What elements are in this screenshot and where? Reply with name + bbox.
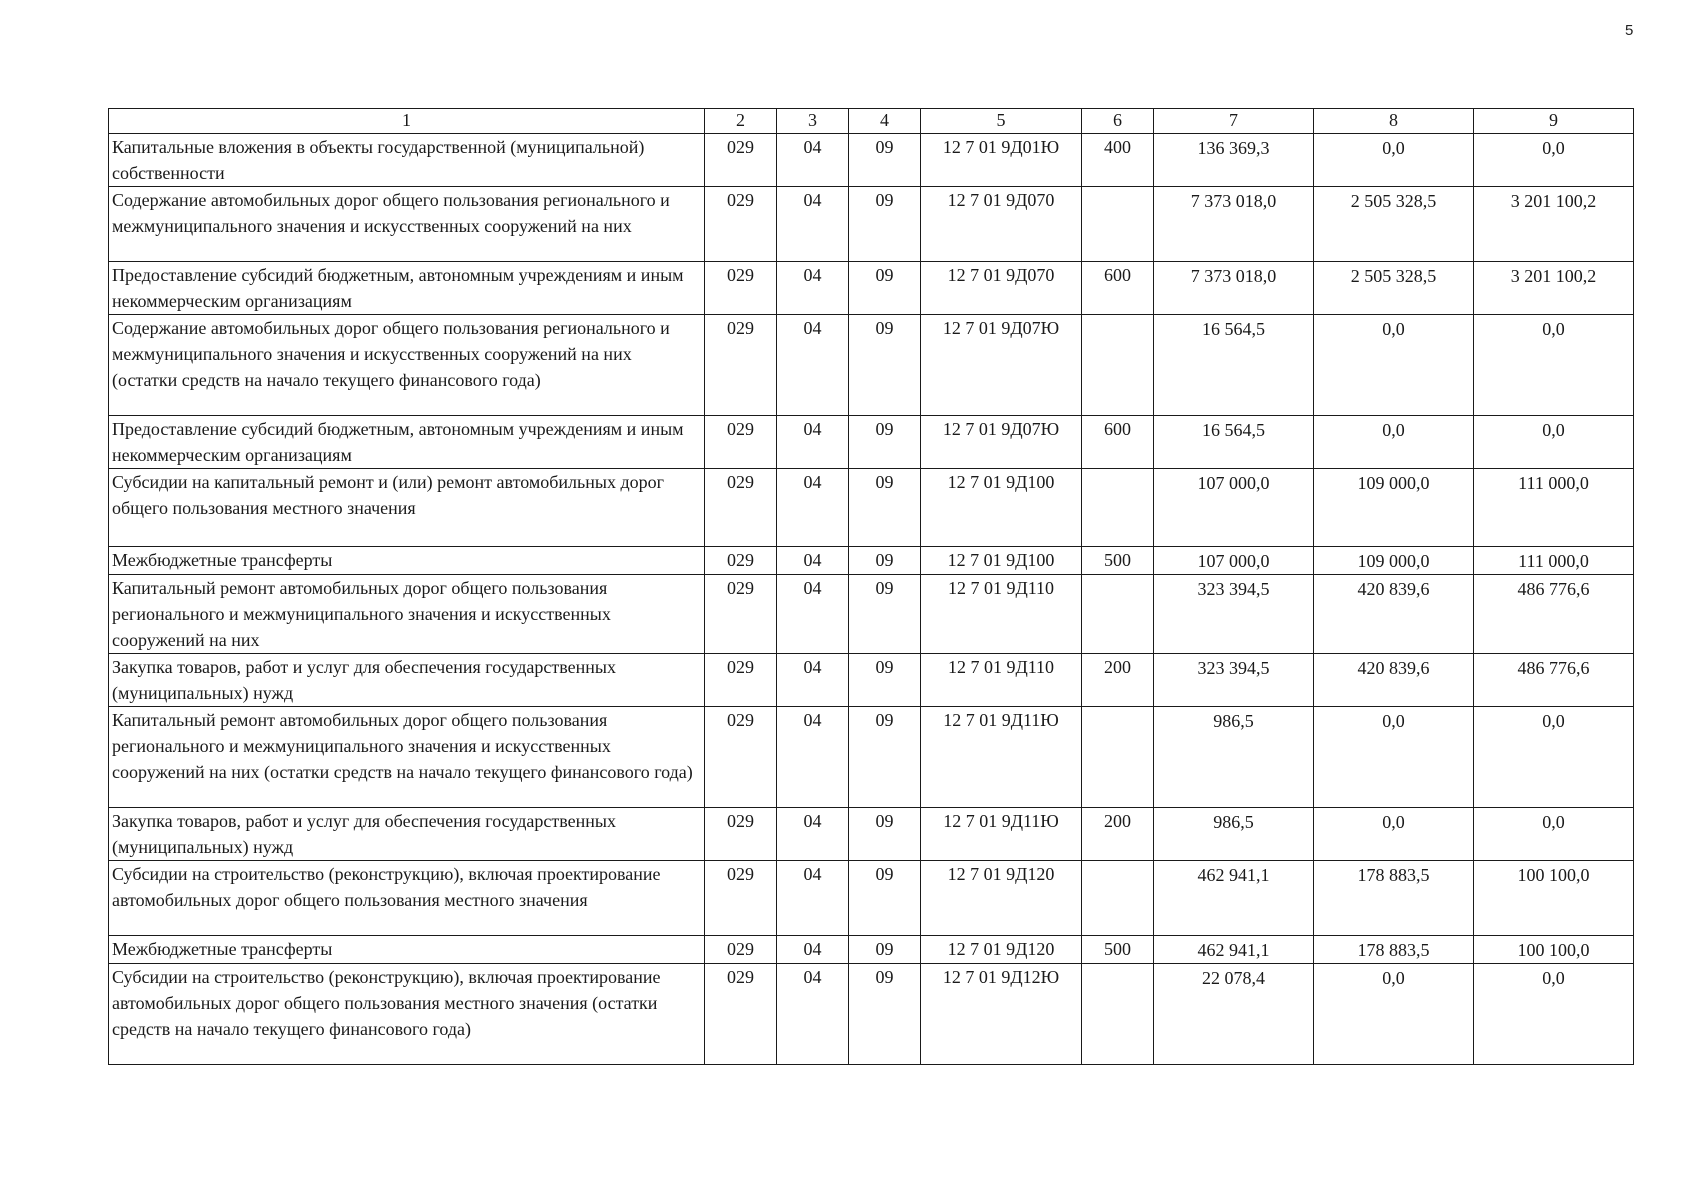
table-row: [109, 547, 1634, 575]
expense-type-cell: [1082, 187, 1154, 262]
row-name-cell: Капитальные вложения в объекты государственной (муниципальной) собственности: [109, 134, 705, 187]
amount-col7-cell: 986,5: [1154, 808, 1314, 861]
row-name-cell: Межбюджетные трансферты: [109, 547, 705, 575]
target-article-cell: 12 7 01 9Д100: [921, 469, 1082, 547]
target-article-cell: 12 7 01 9Д110: [921, 575, 1082, 654]
section-cell: 04: [777, 575, 849, 654]
section-cell: 04: [777, 469, 849, 547]
expense-type-cell: 600: [1082, 416, 1154, 469]
expense-type-cell: 500: [1082, 936, 1154, 964]
amount-col7-cell: 323 394,5: [1154, 575, 1314, 654]
column-header: 2: [705, 109, 777, 134]
amount-col9-cell: 100 100,0: [1474, 861, 1634, 936]
admin-code-cell: 029: [705, 469, 777, 547]
admin-code-cell: 029: [705, 547, 777, 575]
target-article-cell: 12 7 01 9Д110: [921, 654, 1082, 707]
table-row: [109, 315, 1634, 416]
amount-col8-cell: 0,0: [1314, 416, 1474, 469]
amount-col8-cell: 420 839,6: [1314, 575, 1474, 654]
target-article-cell: 12 7 01 9Д070: [921, 187, 1082, 262]
amount-col9-cell: 0,0: [1474, 416, 1634, 469]
admin-code-cell: 029: [705, 262, 777, 315]
subsection-cell: 09: [849, 654, 921, 707]
expense-type-cell: 200: [1082, 654, 1154, 707]
table-row: [109, 469, 1634, 547]
column-header: 9: [1474, 109, 1634, 134]
target-article-cell: 12 7 01 9Д070: [921, 262, 1082, 315]
table-row: [109, 808, 1634, 861]
amount-col7-cell: 107 000,0: [1154, 547, 1314, 575]
section-cell: 04: [777, 315, 849, 416]
target-article-cell: 12 7 01 9Д01Ю: [921, 134, 1082, 187]
expense-type-cell: [1082, 861, 1154, 936]
subsection-cell: 09: [849, 187, 921, 262]
column-header: 8: [1314, 109, 1474, 134]
section-cell: 04: [777, 707, 849, 808]
amount-col8-cell: 2 505 328,5: [1314, 262, 1474, 315]
table-row: [109, 575, 1634, 654]
amount-col9-cell: 111 000,0: [1474, 469, 1634, 547]
table-row: [109, 654, 1634, 707]
subsection-cell: 09: [849, 262, 921, 315]
section-cell: 04: [777, 262, 849, 315]
section-cell: 04: [777, 964, 849, 1065]
column-header: 7: [1154, 109, 1314, 134]
section-cell: 04: [777, 547, 849, 575]
row-name-cell: Предоставление субсидий бюджетным, автономным учреждениям и иным некоммерческим организациям: [109, 262, 705, 315]
table-row: [109, 416, 1634, 469]
amount-col9-cell: 486 776,6: [1474, 575, 1634, 654]
table-row: [109, 707, 1634, 808]
row-name-cell: Субсидии на строительство (реконструкцию), включая проектирование автомобильных дорог общего пользования местного значения: [109, 861, 705, 936]
row-name-cell: Межбюджетные трансферты: [109, 936, 705, 964]
target-article-cell: 12 7 01 9Д07Ю: [921, 416, 1082, 469]
admin-code-cell: 029: [705, 575, 777, 654]
admin-code-cell: 029: [705, 416, 777, 469]
admin-code-cell: 029: [705, 187, 777, 262]
table-row: [109, 861, 1634, 936]
amount-col7-cell: 107 000,0: [1154, 469, 1314, 547]
row-name-cell: Субсидии на строительство (реконструкцию), включая проектирование автомобильных дорог общего пользования местного значения (остатки средств на начало текущего финансового года): [109, 964, 705, 1065]
column-header: 5: [921, 109, 1082, 134]
subsection-cell: 09: [849, 861, 921, 936]
row-name-cell: Содержание автомобильных дорог общего пользования регионального и межмуниципального значения и искусственных сооружений на них: [109, 187, 705, 262]
amount-col8-cell: 0,0: [1314, 134, 1474, 187]
target-article-cell: 12 7 01 9Д07Ю: [921, 315, 1082, 416]
target-article-cell: 12 7 01 9Д11Ю: [921, 707, 1082, 808]
amount-col7-cell: 136 369,3: [1154, 134, 1314, 187]
table-row: [109, 187, 1634, 262]
expense-type-cell: 500: [1082, 547, 1154, 575]
admin-code-cell: 029: [705, 134, 777, 187]
expense-type-cell: 600: [1082, 262, 1154, 315]
row-name-cell: Закупка товаров, работ и услуг для обеспечения государственных (муниципальных) нужд: [109, 654, 705, 707]
target-article-cell: 12 7 01 9Д120: [921, 861, 1082, 936]
header-row: [109, 109, 1634, 134]
amount-col8-cell: 2 505 328,5: [1314, 187, 1474, 262]
amount-col8-cell: 0,0: [1314, 964, 1474, 1065]
subsection-cell: 09: [849, 575, 921, 654]
amount-col8-cell: 178 883,5: [1314, 936, 1474, 964]
subsection-cell: 09: [849, 808, 921, 861]
admin-code-cell: 029: [705, 936, 777, 964]
amount-col8-cell: 109 000,0: [1314, 469, 1474, 547]
target-article-cell: 12 7 01 9Д120: [921, 936, 1082, 964]
target-article-cell: 12 7 01 9Д100: [921, 547, 1082, 575]
subsection-cell: 09: [849, 547, 921, 575]
table-row: [109, 964, 1634, 1065]
amount-col9-cell: 0,0: [1474, 808, 1634, 861]
section-cell: 04: [777, 936, 849, 964]
row-name-cell: Предоставление субсидий бюджетным, автономным учреждениям и иным некоммерческим организациям: [109, 416, 705, 469]
section-cell: 04: [777, 187, 849, 262]
row-name-cell: Капитальный ремонт автомобильных дорог общего пользования регионального и межмуниципального значения и искусственных сооружений на них: [109, 575, 705, 654]
row-name-cell: Субсидии на капитальный ремонт и (или) ремонт автомобильных дорог общего пользования местного значения: [109, 469, 705, 547]
expense-type-cell: [1082, 315, 1154, 416]
amount-col8-cell: 0,0: [1314, 707, 1474, 808]
amount-col7-cell: 7 373 018,0: [1154, 262, 1314, 315]
section-cell: 04: [777, 654, 849, 707]
budget-table: [108, 108, 1634, 1065]
amount-col7-cell: 986,5: [1154, 707, 1314, 808]
expense-type-cell: 200: [1082, 808, 1154, 861]
amount-col9-cell: 0,0: [1474, 315, 1634, 416]
row-name-cell: Закупка товаров, работ и услуг для обеспечения государственных (муниципальных) нужд: [109, 808, 705, 861]
amount-col9-cell: 486 776,6: [1474, 654, 1634, 707]
amount-col9-cell: 100 100,0: [1474, 936, 1634, 964]
expense-type-cell: [1082, 964, 1154, 1065]
expense-type-cell: [1082, 469, 1154, 547]
admin-code-cell: 029: [705, 861, 777, 936]
subsection-cell: 09: [849, 134, 921, 187]
admin-code-cell: 029: [705, 707, 777, 808]
amount-col8-cell: 109 000,0: [1314, 547, 1474, 575]
column-header: 6: [1082, 109, 1154, 134]
column-header: 3: [777, 109, 849, 134]
row-name-cell: Содержание автомобильных дорог общего пользования регионального и межмуниципального значения и искусственных сооружений на них (остатки средств на начало текущего финансового года): [109, 315, 705, 416]
amount-col9-cell: 3 201 100,2: [1474, 262, 1634, 315]
expense-type-cell: [1082, 575, 1154, 654]
admin-code-cell: 029: [705, 808, 777, 861]
column-header: 4: [849, 109, 921, 134]
amount-col9-cell: 0,0: [1474, 134, 1634, 187]
subsection-cell: 09: [849, 416, 921, 469]
subsection-cell: 09: [849, 469, 921, 547]
page-number: 5: [1625, 22, 1634, 39]
table-row: [109, 134, 1634, 187]
target-article-cell: 12 7 01 9Д12Ю: [921, 964, 1082, 1065]
amount-col7-cell: 462 941,1: [1154, 861, 1314, 936]
row-name-cell: Капитальный ремонт автомобильных дорог общего пользования регионального и межмуниципального значения и искусственных сооружений на них (остатки средств на начало текущего финансового года): [109, 707, 705, 808]
column-header: 1: [109, 109, 705, 134]
subsection-cell: 09: [849, 964, 921, 1065]
amount-col9-cell: 111 000,0: [1474, 547, 1634, 575]
subsection-cell: 09: [849, 707, 921, 808]
target-article-cell: 12 7 01 9Д11Ю: [921, 808, 1082, 861]
amount-col7-cell: 323 394,5: [1154, 654, 1314, 707]
expense-type-cell: 400: [1082, 134, 1154, 187]
admin-code-cell: 029: [705, 654, 777, 707]
amount-col7-cell: 7 373 018,0: [1154, 187, 1314, 262]
amount-col9-cell: 0,0: [1474, 707, 1634, 808]
amount-col8-cell: 420 839,6: [1314, 654, 1474, 707]
amount-col9-cell: 3 201 100,2: [1474, 187, 1634, 262]
expense-type-cell: [1082, 707, 1154, 808]
subsection-cell: 09: [849, 936, 921, 964]
section-cell: 04: [777, 134, 849, 187]
admin-code-cell: 029: [705, 315, 777, 416]
section-cell: 04: [777, 861, 849, 936]
amount-col7-cell: 462 941,1: [1154, 936, 1314, 964]
amount-col8-cell: 0,0: [1314, 315, 1474, 416]
amount-col7-cell: 16 564,5: [1154, 416, 1314, 469]
section-cell: 04: [777, 808, 849, 861]
amount-col9-cell: 0,0: [1474, 964, 1634, 1065]
subsection-cell: 09: [849, 315, 921, 416]
admin-code-cell: 029: [705, 964, 777, 1065]
amount-col7-cell: 16 564,5: [1154, 315, 1314, 416]
section-cell: 04: [777, 416, 849, 469]
amount-col8-cell: 0,0: [1314, 808, 1474, 861]
amount-col8-cell: 178 883,5: [1314, 861, 1474, 936]
table-row: [109, 936, 1634, 964]
amount-col7-cell: 22 078,4: [1154, 964, 1314, 1065]
table-row: [109, 262, 1634, 315]
